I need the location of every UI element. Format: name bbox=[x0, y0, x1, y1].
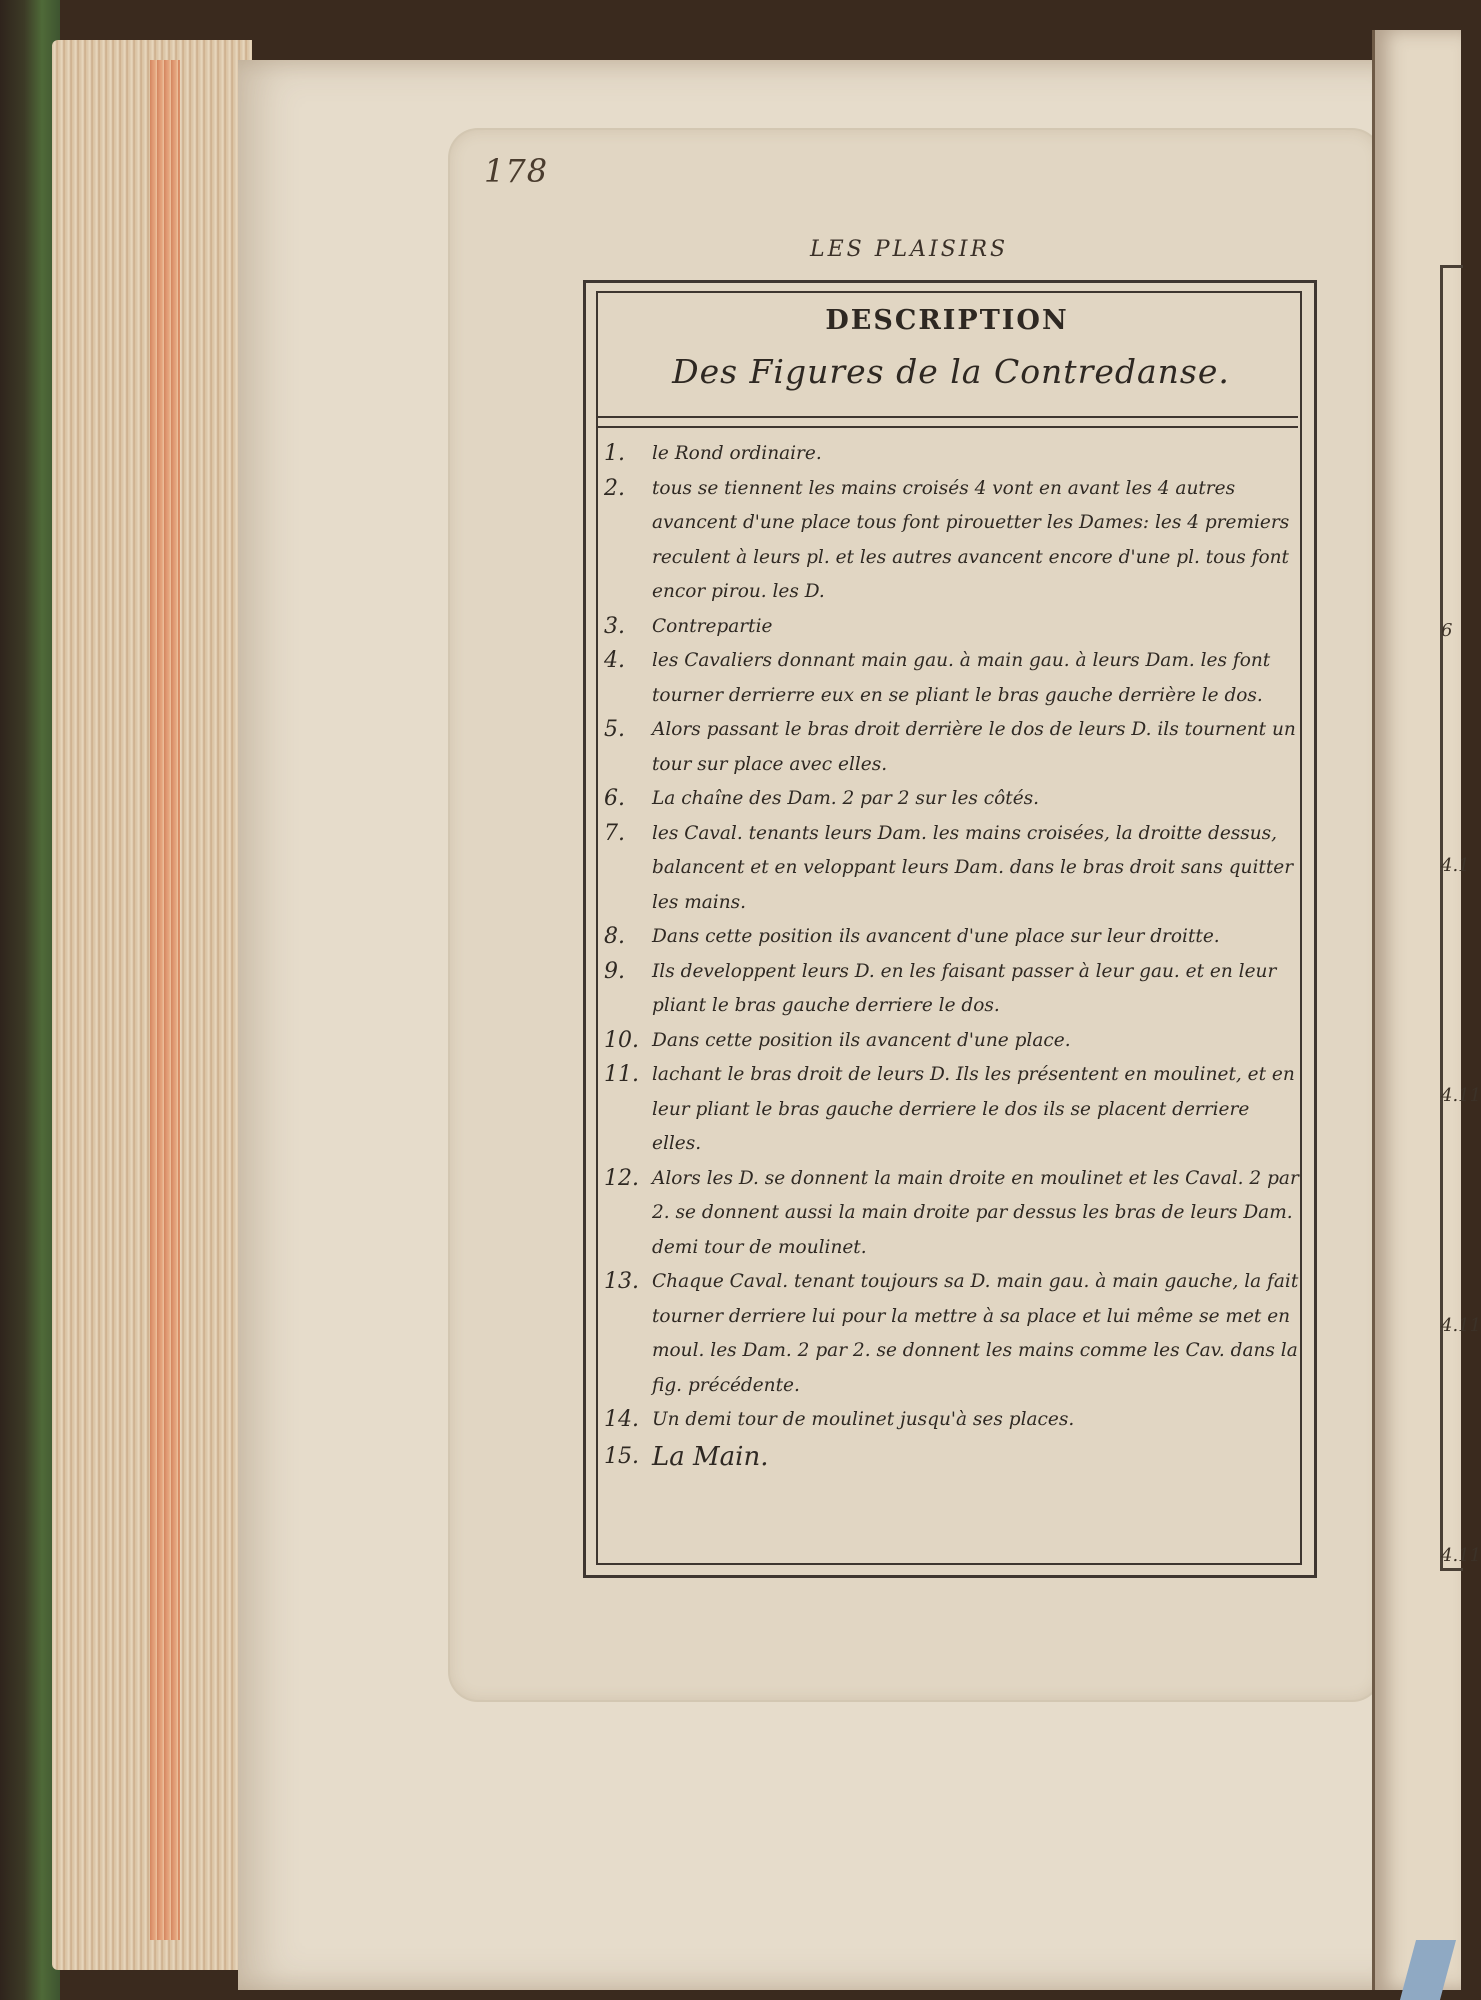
figure-number: 5. bbox=[604, 717, 625, 742]
figure-number: 1. bbox=[604, 441, 625, 466]
figure-list bbox=[604, 437, 1304, 1476]
figure-item bbox=[604, 1403, 1304, 1438]
plate-title: DESCRIPTION bbox=[825, 305, 1069, 336]
figure-text: le Rond ordinaire. bbox=[652, 443, 822, 464]
figure-text: Un demi tour de moulinet jusqu'à ses places. bbox=[652, 1409, 1075, 1430]
figure-item bbox=[604, 1162, 1304, 1266]
figure-text: Alors les D. se donnent la main droite en moulinet et les Caval. 2 par 2. se donnent aussi la main droite par dessus les bras de leurs Dam. demi tour de moulinet. bbox=[652, 1167, 1299, 1258]
plate-subtitle: Des Figures de la Contredanse. bbox=[672, 352, 1230, 391]
facing-mark: 4.11 bbox=[1441, 1545, 1481, 1566]
figure-text: La chaîne des Dam. 2 par 2 sur les côtés. bbox=[652, 788, 1040, 809]
figure-text: Alors passant le bras droit derrière le dos de leurs D. ils tournent un tour sur place avec elles. bbox=[652, 719, 1296, 775]
facing-mark: 4.11 bbox=[1441, 1315, 1481, 1336]
figure-text: Dans cette position ils avancent d'une place sur leur droitte. bbox=[652, 926, 1220, 947]
facing-mark: 4.11 bbox=[1441, 1085, 1481, 1106]
figure-item bbox=[604, 1438, 1304, 1476]
figure-number: 6. bbox=[604, 786, 625, 811]
figure-number: 10. bbox=[604, 1027, 639, 1053]
figure-item bbox=[604, 610, 1304, 645]
running-head: LES PLAISIRS bbox=[810, 237, 1009, 262]
figure-item bbox=[604, 1024, 1304, 1059]
title-rule bbox=[596, 416, 1298, 428]
figure-number: 9. bbox=[604, 958, 625, 984]
figure-item bbox=[604, 1058, 1304, 1162]
facing-mark: 4.1 bbox=[1441, 855, 1470, 876]
figure-number: 7. bbox=[604, 820, 625, 846]
figure-number: 14. bbox=[604, 1407, 639, 1432]
facing-page-frame bbox=[1440, 265, 1463, 1571]
figure-item bbox=[604, 472, 1304, 610]
figure-item bbox=[604, 955, 1304, 1024]
figure-item bbox=[604, 644, 1304, 713]
figure-text: Dans cette position ils avancent d'une place. bbox=[652, 1029, 1071, 1051]
figure-number: 15. bbox=[604, 1443, 639, 1469]
figure-number: 3. bbox=[604, 613, 625, 639]
figure-number: 2. bbox=[604, 475, 625, 501]
figure-text: La Main. bbox=[652, 1441, 769, 1472]
figure-text: Chaque Caval. tenant toujours sa D. main gau. à main gauche, la fait tourner derriere lui pour la mettre à sa place et lui même se met en moul. les Dam. 2 par 2. se donnent les mains comme les Cav. dans la fig. précédente. bbox=[652, 1271, 1299, 1396]
figure-item bbox=[604, 782, 1304, 817]
figure-text: lachant le bras droit de leurs D. Ils les présentent en moulinet, et en leur pliant le bras gauche derriere le dos ils se placent derriere elles. bbox=[652, 1064, 1295, 1154]
page-number: 178 bbox=[484, 152, 549, 190]
figure-item bbox=[604, 920, 1304, 955]
figure-number: 13. bbox=[604, 1269, 639, 1294]
book-cover-edge bbox=[0, 0, 60, 2000]
figure-text: les Cavaliers donnant main gau. à main gau. à leurs Dam. les font tourner derrierre eux en se pliant le bras gauche derrière le dos. bbox=[652, 650, 1271, 706]
page-edge-red bbox=[150, 60, 180, 1940]
figure-text: Ils developpent leurs D. en les faisant passer à leur gau. et en leur pliant le bras gauche derriere le dos. bbox=[652, 960, 1277, 1016]
figure-text: les Caval. tenants leurs Dam. les mains croisées, la droitte dessus, balancent et en veloppant leurs Dam. dans le bras droit sans quitter les mains. bbox=[652, 822, 1294, 913]
facing-mark: 6 bbox=[1441, 620, 1453, 641]
figure-item bbox=[604, 817, 1304, 921]
figure-number: 8. bbox=[604, 924, 625, 949]
figure-item bbox=[604, 437, 1304, 472]
figure-item bbox=[604, 1265, 1304, 1403]
figure-number: 12. bbox=[604, 1165, 639, 1191]
figure-text: Contrepartie bbox=[652, 615, 773, 637]
figure-item bbox=[604, 713, 1304, 782]
figure-number: 4. bbox=[604, 648, 625, 673]
figure-number: 11. bbox=[604, 1062, 639, 1087]
figure-text: tous se tiennent les mains croisés 4 vont en avant les 4 autres avancent d'une place tous font pirouetter les Dames: les 4 premiers reculent à leurs pl. et les autres avancent encore d'une pl. tous font encor pirou. les D. bbox=[652, 477, 1290, 602]
